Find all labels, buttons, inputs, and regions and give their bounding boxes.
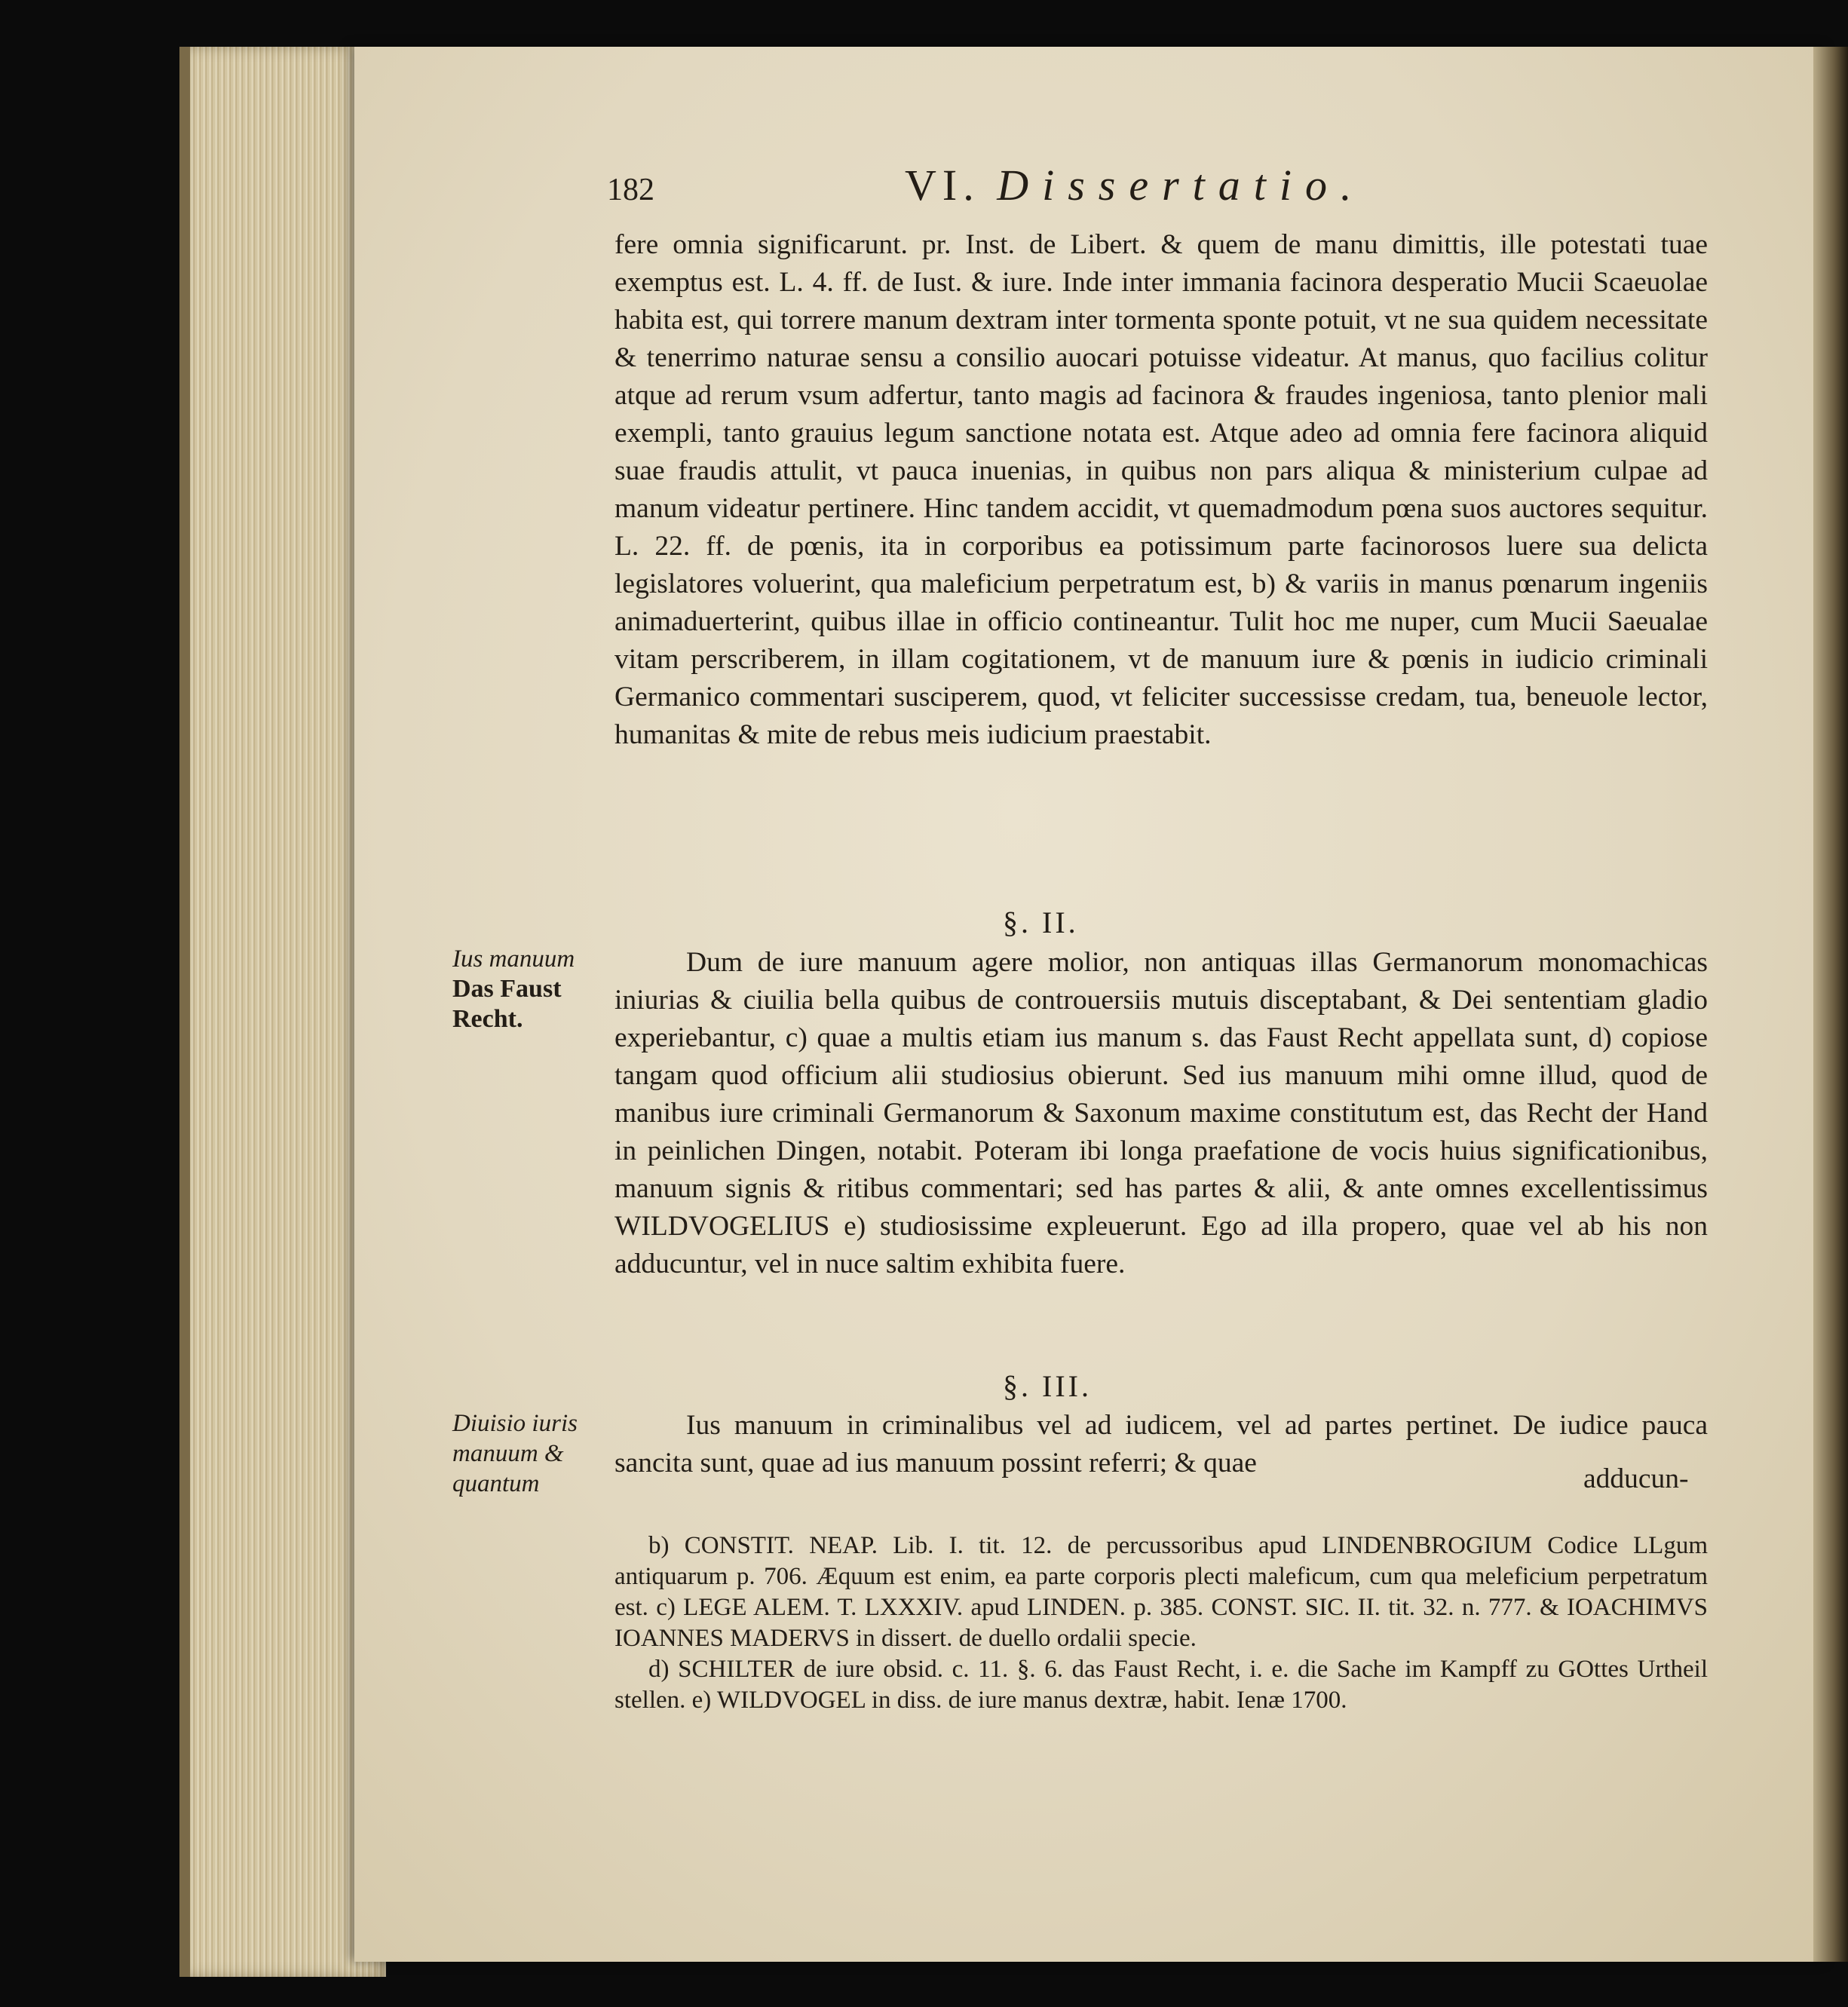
margin-note-ius-manuum [452,944,622,1034]
margin-note-diuisio: Diuisio iuris manuum & quantum [452,1410,578,1497]
margin-note-german: Das Faust Recht. [452,975,562,1033]
page-number: 182 [607,173,654,207]
paragraph-1-text: fere omnia significarunt. pr. Inst. de Libert. & quem de manu dimittis, ille potestati tuae exemptus est. L. 4. ff. de Iust. & iure. Inde inter immania facinora desperatio Mucii Scaeuolae habita est, qui torrere manum dextram inter tormenta sponte potuit, vt ne sua quidem necessitate & tenerrimo naturae sensu a consilio auocari potuisse videatur. At manus, quo facilius colitur atque ad rerum vsum adfertur, tanto magis ad facinora & fraudes ingeniosa, tanto plenior mali exempli, tanto grauius legum sanctione notata est. Atque adeo ad omnia fere facinora aliquid suae fraudis attulit, vt pauca inuenias, in quibus non pars aliqua & ministerium culpae ad manum videatur pertinere. Hinc tandem accidit, vt quemadmodum pœna suos auctores sequitur. L. 22. ff. de pœnis, ita in corporibus ea potissimum parte facinorosos luere sua delicta legislatores voluerint, qua maleficium perpetratum est, b) & variis in manus pœnarum ingeniis animaduerterint, quibus illae in officio contineantur. Tulit hoc me nuper, cum Mucii Saeualae vitam perscriberem, in illam cogitationem, vt de manuum iure & pœnis in iudicio criminali Germanico commentari susciperem, quod, vt feliciter successisse credam, tua, beneuole lector, humanitas & mite de rebus meis iudicium praestabit. [614,229,1708,750]
section-heading-3: §. III. [1003,1369,1092,1403]
book-gutter [1813,47,1848,1962]
paragraph-2-text: Dum de iure manuum agere molior, non antiquas illas Germanorum monomachicas iniurias & ciuilia bella quibus de controuersiis mutuis disceptabant, & Dei sententiam gladio experiebantur, c) quae a multis etiam ius manum s. das Faust Recht appellata sunt, d) copiose tangam quod officium alii studiosius obierunt. Sed ius manuum mihi omne illud, quod de manibus iure criminali Germanorum & Saxonum maxime constitutum est, das Recht der Hand in peinlichen Dingen, notabit. Poteram ibi longa praefatione de vocis huius significationibus, manuum signis & ritibus commentari; sed has partes & alii, & ante omnes excellentissimus WILDVOGELIUS e) studiosissime expleuerunt. Ego ad illa propero, quae vel ab his non adducuntur, vel in nuce saltim exhibita fuere. [614,947,1708,1279]
paragraph-2 [614,944,1708,1283]
footnotes [614,1531,1708,1716]
catchword: adducun- [1583,1463,1689,1494]
section-heading-2: §. II. [1003,905,1079,939]
running-head [607,160,1723,213]
paragraph-3-text: Ius manuum in criminalibus vel ad iudicem, vel ad partes pertinet. De iudice pauca sancita sunt, quae ad ius manuum possint referri; & quae [614,1410,1708,1478]
paragraph-3 [614,1407,1708,1482]
footnote-b-c: b) CONSTIT. NEAP. Lib. I. tit. 12. de percussoribus apud LINDENBROGIUM Codice LLgum antiquarum p. 706. Æquum est enim, ea parte corporis plecti maleficum, cum qua meleficium perpetratum est. c) LEGE ALEM. T. LXXXIV. apud LINDEN. p. 385. CONST. SIC. II. tit. 32. n. 777. & IOACHIMVS IOANNES MADERVS in dissert. de duello ordalii specie. [614,1532,1708,1652]
paragraph-1 [614,226,1708,754]
chapter-title: Dissertatio. [997,161,1365,210]
chapter-roman: VI. [905,161,980,210]
footnote-d-e: d) SCHILTER de iure obsid. c. 11. §. 6. das Faust Recht, i. e. die Sache im Kampff zu GOttes Urtheil stellen. e) WILDVOGEL in diss. de iure manus dextræ, habit. Ienæ 1700. [614,1656,1708,1714]
page-title [905,160,1365,210]
margin-note-latin: Ius manuum [452,945,575,973]
